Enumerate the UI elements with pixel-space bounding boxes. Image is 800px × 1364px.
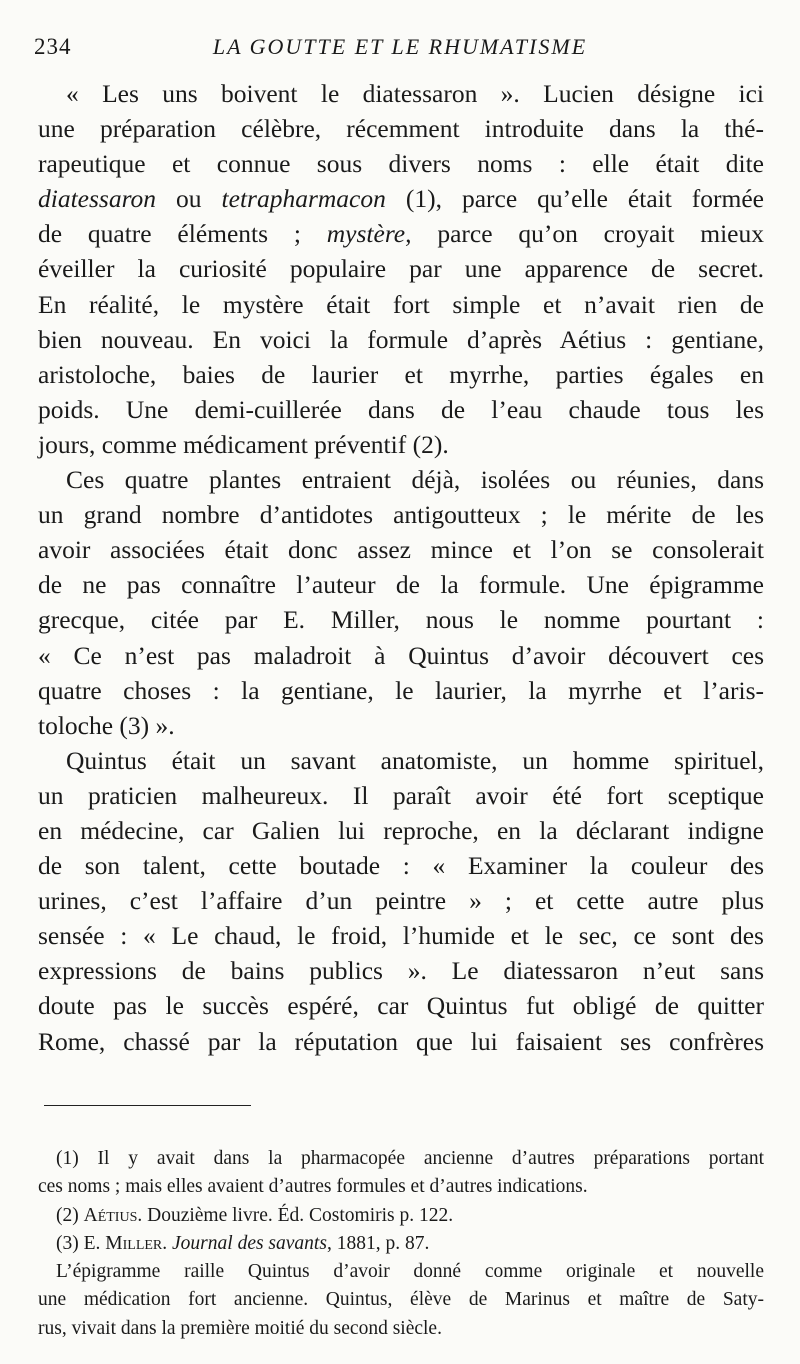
running-header [0,34,800,70]
text-line: aristoloche, baies de laurier et myrrhe, parties égales en [38,359,764,389]
text-line: rapeutique et connue sous divers noms : elle était dite [38,149,764,179]
text-line: une préparation célèbre, récemment introduite dans la thé- [38,114,764,144]
italic-term: diatessaron [38,184,157,214]
text-line: éveiller la curiosité populaire par une apparence de secret. [38,254,764,284]
text-line: toloche (3) ». [38,710,175,740]
text-line: urines, c’est l’affaire d’un peintre » ; et cette autre plus [38,886,764,916]
text-line: expressions de bains publics ». Le diatessaron n’eut sans [38,956,764,986]
running-title: LA GOUTTE ET LE RHUMATISME [212,34,588,59]
author-name: Aétius [83,1204,138,1226]
text-line: quatre choses : la gentiane, le laurier, la myrrhe et l’aris- [38,675,764,705]
footnote-line [38,1230,764,1258]
text-fragment: (3) E. [56,1232,106,1254]
text-line: Ces quatre plantes entraient déjà, isolées ou réunies, dans [66,465,764,495]
text-line: poids. Une demi-cuillerée dans de l’eau chaude tous les [38,394,764,424]
footnote-line: L’épigramme raille Quintus d’avoir donné comme originale et nouvelle [56,1261,764,1283]
text-fragment: parce qu’on croyait mieux [411,219,764,249]
footnote-line [38,1202,764,1230]
main-text [38,76,764,1059]
footnote-line: (1) Il y avait dans la pharmacopée ancienne d’autres préparations portant [56,1148,764,1169]
text-fragment: . Douzième livre. Éd. Costomiris p. 122. [137,1204,454,1226]
footnote-line: une médication fort ancienne. Quintus, élève de Marinus et maître de Saty- [38,1289,764,1311]
footnote-rule [44,1105,251,1106]
text-fragment: de quatre éléments ; [38,219,327,249]
text-line: un grand nombre d’antidotes antigoutteux ; le mérite de les [38,500,764,530]
text-line: Rome, chassé par la réputation que lui faisaient ses confrères [38,1026,764,1056]
text-line: de ne pas connaître l’auteur de la formule. Une épigramme [38,570,764,600]
text-line: un praticien malheureux. Il paraît avoir été fort sceptique [38,780,764,810]
text-line: « Les uns boivent le diatessaron ». Lucien désigne ici [66,79,764,108]
italic-term: mystère, [326,219,412,249]
text-line: bien nouveau. En voici la formule d’après Aétius : gentiane, [38,324,764,354]
footnotes [38,1145,764,1343]
text-line [38,216,764,251]
page-number: 234 [34,34,72,59]
text-line: de son talent, cette boutade : « Examiner la couleur des [38,851,764,881]
text-line: doute pas le succès espéré, car Quintus fut obligé de quitter [38,991,764,1021]
text-line: jours, comme médicament préventif (2). [38,429,449,459]
footnote-line: ces noms ; mais elles avaient d’autres formules et d’autres indications. [38,1176,588,1198]
text-line: en médecine, car Galien lui reproche, en la déclarant indigne [38,815,764,845]
text-line: avoir associées était donc assez mince et l’on se consolerait [38,535,764,565]
author-name: Miller [105,1232,163,1254]
text-line: « Ce n’est pas maladroit à Quintus d’avoir découvert ces [38,640,764,670]
text-line [38,181,764,216]
text-line: Quintus était un savant anatomiste, un homme spirituel, [66,745,764,775]
text-line: grecque, citée par E. Miller, nous le nomme pourtant : [38,605,764,635]
text-fragment: (1), parce qu’elle était formée [385,184,765,214]
text-fragment: ou [156,184,222,214]
footnote-line: rus, vivait dans la première moitié du second siècle. [38,1317,442,1339]
journal-title: Journal des savants [172,1232,327,1254]
text-line: En réalité, le mystère était fort simple et n’avait rien de [38,289,764,319]
text-fragment: . [162,1232,173,1254]
text-fragment: , 1881, p. 87. [326,1232,430,1254]
text-line: sensée : « Le chaud, le froid, l’humide et le sec, ce sont des [38,921,764,951]
italic-term: tetrapharmacon [221,184,386,214]
text-fragment: (2) [56,1204,84,1226]
